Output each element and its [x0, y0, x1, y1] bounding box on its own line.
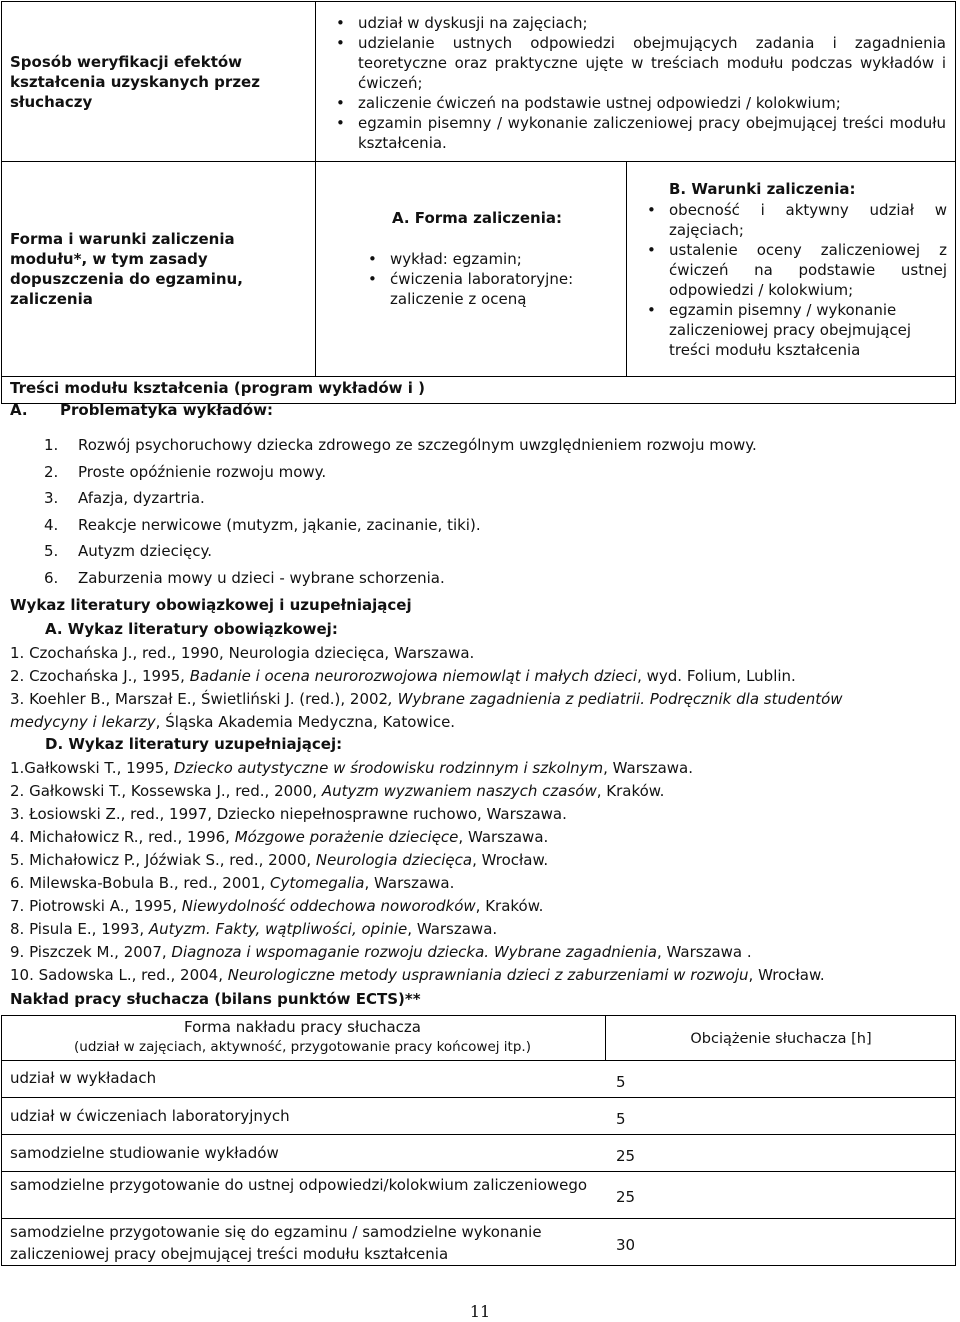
form-b-heading: B. Warunki zaliczenia:	[669, 180, 856, 198]
table-border	[955, 1015, 956, 1266]
table-border	[315, 1, 316, 377]
literature-item: 9. Piszczek M., 2007, Diagnoza i wspomaganie rozwoju dziecka. Wybrane zagadnienia, Warszawa .	[10, 943, 752, 961]
list-item: 2. Proste opóźnienie rozwoju mowy.	[44, 462, 327, 481]
literature-a-heading: A. Wykaz literatury obowiązkowej:	[45, 620, 338, 638]
ects-row-value: 5	[616, 1110, 626, 1128]
sub-heading-text: Problematyka wykładów:	[60, 401, 273, 419]
form-a-list	[326, 249, 616, 309]
list-item: • wykład: egzamin;	[358, 249, 616, 269]
literature-item: 8. Pisula E., 1993, Autyzm. Fakty, wątpliwości, opinie, Warszawa.	[10, 920, 498, 938]
table-border	[1, 1060, 956, 1061]
ects-col2-header: Obciążenie słuchacza [h]	[690, 1031, 872, 1047]
ects-row-label: udział w ćwiczeniach laboratoryjnych	[10, 1107, 290, 1125]
form-label: Forma i warunki zaliczenia modułu*, w tym zasady dopuszczenia do egzaminu, zaliczenia	[10, 230, 243, 308]
literature-item: 10. Sadowska L., red., 2004, Neurologiczne metody usprawniania dzieci z zaburzeniami w rozwoju, Wrocław.	[10, 966, 825, 984]
table-border	[955, 1, 956, 404]
table-border	[626, 161, 627, 377]
ects-col1-header	[0, 1017, 605, 1057]
table-border	[1, 1, 2, 404]
form-a-heading: A. Forma zaliczenia:	[392, 209, 562, 227]
list-item: • ćwiczenia laboratoryjne: zaliczenie z oceną	[358, 269, 616, 309]
ects-col1-title: Forma nakładu pracy słuchacza	[184, 1018, 421, 1036]
list-item: • obecność i aktywny udział w zajęciach;	[637, 200, 947, 240]
ects-row-label: samodzielne przygotowanie do ustnej odpowiedzi/kolokwium zaliczeniowego	[10, 1176, 588, 1194]
page-number: 11	[469, 1302, 491, 1321]
ects-row-label: samodzielne studiowanie wykładów	[10, 1144, 279, 1162]
sub-letter: A.	[10, 401, 28, 419]
literature-item: 5. Michałowicz P., Jóźwiak S., red., 2000, Neurologia dziecięca, Wrocław.	[10, 851, 549, 869]
literature-item: 4. Michałowicz R., red., 1996, Mózgowe porażenie dziecięce, Warszawa.	[10, 828, 549, 846]
ects-heading: Nakład pracy słuchacza (bilans punktów ECTS)**	[10, 990, 421, 1008]
list-item: 4. Reakcje nerwicowe (mutyzm, jąkanie, zacinanie, tiki).	[44, 515, 481, 534]
literature-item: 2. Czochańska J., 1995, Badanie i ocena neurorozwojowa niemowląt i małych dzieci, wyd. Folium, Lublin.	[10, 667, 796, 685]
literature-heading: Wykaz literatury obowiązkowej i uzupełniającej	[10, 596, 412, 614]
table-border	[1, 1171, 956, 1172]
ects-row-value: 30	[616, 1236, 636, 1254]
literature-item: 3. Łosiowski Z., red., 1997, Dziecko niepełnosprawne ruchowo, Warszawa.	[10, 805, 567, 823]
list-item: • ustalenie oceny zaliczeniowej z ćwiczeń na podstawie ustnej odpowiedzi / kolokwium;	[637, 240, 947, 300]
content-list	[44, 435, 757, 595]
content-heading: Treści modułu kształcenia (program wykładów i )	[10, 379, 425, 397]
literature-item: medycyny i lekarzy, Śląska Akademia Medyczna, Katowice.	[10, 713, 456, 731]
content-subheading	[10, 401, 273, 419]
form-b-list	[637, 200, 947, 360]
table-border	[1, 376, 956, 377]
literature-item: 3. Koehler B., Marszał E., Świetliński J. (red.), 2002, Wybrane zagadnienia z pediatrii. Podręcznik dla studentów	[10, 690, 843, 708]
literature-item: 2. Gałkowski T., Kossewska J., red., 2000, Autyzm wyzwaniem naszych czasów, Kraków.	[10, 782, 665, 800]
ects-row-value: 25	[616, 1147, 636, 1165]
verification-label: Sposób weryfikacji efektów kształcenia uzyskanych przez słuchaczy	[10, 53, 260, 111]
table-border	[1, 1097, 956, 1098]
ects-row-value: 25	[616, 1188, 636, 1206]
list-item: • egzamin pisemny / wykonanie zaliczeniowej pracy obejmującej treści modułu kształcenia.	[326, 113, 946, 153]
ects-row-label: samodzielne przygotowanie się do egzaminu / samodzielne wykonanie zaliczeniowej pracy obejmującej treści modułu kształcenia	[10, 1223, 542, 1263]
table-border	[1, 1015, 956, 1016]
table-border	[1, 1218, 956, 1219]
list-item: 6. Zaburzenia mowy u dzieci - wybrane schorzenia.	[44, 568, 445, 587]
verification-list	[326, 13, 946, 153]
ects-row-value: 5	[616, 1073, 626, 1091]
literature-d-heading: D. Wykaz literatury uzupełniającej:	[45, 735, 343, 753]
list-item: 5. Autyzm dziecięcy.	[44, 542, 212, 561]
list-item: • udział w dyskusji na zajęciach;	[326, 13, 946, 33]
literature-item: 1. Czochańska J., red., 1990, Neurologia dziecięca, Warszawa.	[10, 644, 475, 662]
table-border	[1, 1134, 956, 1135]
list-item: 1. Rozwój psychoruchowy dziecka zdrowego ze szczególnym uwzględnieniem rozwoju mowy.	[44, 436, 757, 454]
list-item: • udzielanie ustnych odpowiedzi obejmujących zadania i zagadnienia teoretyczne oraz praktyczne ujęte w treściach modułu podczas wykładów i ćwiczeń;	[326, 33, 946, 93]
literature-item: 6. Milewska-Bobula B., red., 2001, Cytomegalia, Warszawa.	[10, 874, 455, 892]
table-border	[1, 1, 956, 2]
list-item: 3. Afazja, dyzartria.	[44, 489, 205, 508]
ects-row-label: udział w wykładach	[10, 1069, 157, 1087]
table-border	[1, 161, 956, 162]
literature-item: 1.Gałkowski T., 1995, Dziecko autystyczne w środowisku rodzinnym i szkolnym, Warszawa.	[10, 759, 694, 777]
literature-item: 7. Piotrowski A., 1995, Niewydolność oddechowa noworodków, Kraków.	[10, 897, 544, 915]
list-item: • egzamin pisemny / wykonanie zaliczeniowej pracy obejmującej treści modułu kształcenia	[637, 300, 947, 360]
list-item: • zaliczenie ćwiczeń na podstawie ustnej odpowiedzi / kolokwium;	[326, 93, 946, 113]
table-border	[1, 1265, 956, 1266]
ects-col1-subtitle: (udział w zajęciach, aktywność, przygotowanie pracy końcowej itp.)	[74, 1039, 531, 1055]
